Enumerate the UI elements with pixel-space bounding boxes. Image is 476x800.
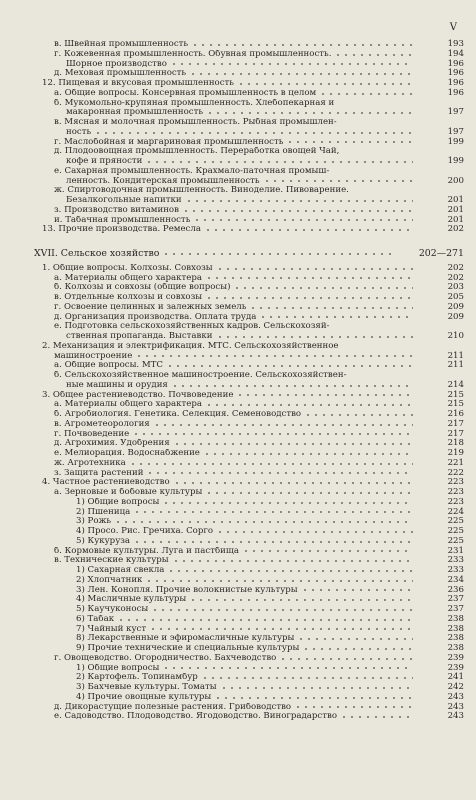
leader-dots [294, 704, 413, 710]
toc-entry-title: 2. Механизация и электрификация. МТС. Сельскохозяйственное [42, 341, 339, 351]
toc-entry [34, 177, 464, 187]
toc-entry-title: 1) Общие вопросы [76, 663, 160, 673]
leader-dots [114, 519, 413, 525]
leader-dots [302, 646, 413, 652]
toc-entry-page: 197 [447, 107, 464, 118]
toc-entry-page: 214 [447, 379, 464, 390]
leader-dots [216, 529, 413, 535]
leader-dots [172, 558, 413, 564]
leader-dots [237, 81, 413, 87]
toc-entry-title: 4) Масличные культуры [76, 595, 187, 605]
toc-entry-page: 201 [447, 204, 464, 215]
toc-entry-title: Шорное производство [66, 59, 167, 69]
leader-dots [189, 71, 413, 77]
leader-dots [173, 441, 413, 447]
toc-entry-page: 194 [447, 48, 464, 59]
leader-dots [189, 597, 413, 603]
toc-entry-title: 9) Прочие технические и специальные культуры [76, 644, 300, 653]
leader-dots [145, 578, 413, 584]
toc-entry-title: б. Колхозы и совхозы (общие вопросы) [54, 283, 231, 293]
leader-dots [216, 266, 413, 272]
toc-entry-page: 216 [447, 409, 464, 419]
toc-entry [34, 673, 464, 683]
section-pages: 202—271 [418, 248, 464, 259]
toc-entry [34, 60, 464, 70]
toc-entry-page: 242 [447, 682, 464, 692]
toc-section-heading [34, 249, 464, 259]
leader-dots [146, 470, 413, 476]
toc-entry-title: ственная пропаганда. Выставки [66, 332, 213, 341]
toc-entry [34, 118, 464, 128]
toc-entry-page: 225 [447, 526, 464, 536]
toc-entry-page: 238 [447, 623, 464, 634]
toc-entry [34, 508, 464, 518]
toc-entry-page: 196 [447, 58, 464, 69]
toc-entry-title: 4) Просо. Рис. Гречиха. Сорго [76, 527, 214, 536]
toc-entry-page: 215 [447, 389, 464, 400]
toc-entry-title: машиностроение [54, 351, 133, 361]
toc-entry-page: 197 [447, 126, 464, 137]
leader-dots [205, 275, 413, 281]
page-number: V [449, 22, 458, 33]
toc-entry-page: 231 [447, 545, 464, 556]
leader-dots [319, 91, 413, 97]
toc-entry [34, 430, 464, 440]
toc-entry [34, 410, 464, 420]
toc-entry-page: 200 [447, 175, 464, 186]
toc-entry-title: г. Кожевенная промышленность. Обувная промышленность. [54, 49, 332, 59]
toc-entry [34, 128, 464, 138]
toc-entry-title: 8) Лекарственные и эфиромасличные культуры [76, 634, 295, 644]
leader-dots [204, 227, 413, 233]
toc-entry [34, 196, 464, 206]
toc-entry-title: а. Общие вопросы. Консервная промышленность в целом [54, 88, 317, 98]
leader-dots [203, 451, 413, 457]
toc-entry [34, 469, 464, 479]
toc-entry [34, 69, 464, 79]
leader-dots [166, 363, 413, 369]
toc-entry [34, 693, 464, 703]
leader-dots [173, 480, 413, 486]
leader-dots [236, 392, 413, 398]
toc-entry-title: д. Агрохимия. Удобрения [54, 439, 170, 449]
toc-entry [34, 703, 464, 713]
toc-entry-title: 4. Частное растениеводство [42, 478, 170, 488]
toc-entry [34, 595, 464, 605]
leader-dots [340, 714, 413, 720]
toc-entry-title: ность [66, 127, 92, 137]
toc-entry [34, 634, 464, 644]
leader-dots [145, 159, 413, 165]
toc-entry [34, 186, 464, 196]
toc-entry [34, 264, 464, 274]
toc-entry-page: 211 [447, 350, 464, 361]
leader-dots [162, 500, 413, 506]
toc-entry-page: 209 [447, 301, 464, 312]
toc-entry-page: 210 [447, 331, 464, 341]
leader-dots [304, 412, 413, 418]
leader-dots [133, 539, 413, 545]
leader-dots [171, 383, 413, 389]
leader-dots [205, 402, 413, 408]
toc-entry-page: 225 [447, 535, 464, 546]
toc-entry-page: 219 [447, 448, 464, 458]
toc-entry-title: 1) Общие вопросы [76, 497, 160, 507]
toc-entry [34, 274, 464, 284]
leader-dots [167, 568, 413, 574]
toc-entry [34, 400, 464, 410]
leader-dots [185, 198, 413, 204]
toc-entry [34, 488, 464, 498]
leader-dots [170, 61, 413, 67]
toc-entry-title: 3) Лен. Конопля. Прочие волокнистые культуры [76, 585, 298, 595]
toc-entry-page: 196 [447, 87, 464, 98]
toc-entry [34, 89, 464, 99]
toc-entry-title: е. Сахарная промышленность. Крахмало-паточная промыш- [54, 166, 330, 176]
toc-entry-page: 243 [447, 711, 464, 722]
toc-entry-title: д. Меховая промышленность [54, 69, 187, 79]
leader-dots [205, 295, 413, 301]
leader-dots [162, 665, 413, 671]
toc-entry-title: а. Общие вопросы. МТС [54, 361, 163, 371]
toc-entry [34, 313, 464, 323]
toc-entry-title: 4) Прочие овощные культуры [76, 692, 212, 702]
toc-entry-page: 209 [447, 311, 464, 322]
toc-entry-title: 2) Хлопчатник [76, 575, 143, 585]
toc-entry [34, 225, 464, 235]
leader-dots [117, 617, 413, 623]
toc-entry-title: 6) Табак [76, 614, 115, 624]
toc-entry-title: б. Сельскохозяйственное машиностроение. Сельскохозяйствен- [54, 371, 347, 380]
leader-dots [135, 353, 413, 359]
toc-entry-title: 7) Чайный куст [76, 624, 147, 634]
leader-dots [94, 130, 413, 136]
leader-dots [153, 422, 413, 428]
toc-entry [34, 352, 464, 362]
toc-entry-page: 224 [447, 506, 464, 517]
toc-entry-page: 202 [447, 224, 464, 235]
toc-entry-title: е. Мелиорация. Водоснабжение [54, 449, 200, 458]
toc-entry-title: 2) Пшеница [76, 507, 131, 517]
toc-entry-page: 233 [447, 565, 464, 575]
toc-entry-page: 217 [447, 418, 464, 429]
toc-entry-title: а. Материалы общего характера [54, 273, 202, 283]
toc-entry [34, 293, 464, 303]
toc-entry-page: 238 [447, 613, 464, 624]
toc-entry-page: 202 [447, 272, 464, 283]
toc-entry-page: 199 [447, 136, 464, 147]
toc-entry [34, 79, 464, 89]
leader-dots [149, 626, 413, 632]
toc-entry [34, 157, 464, 167]
leader-dots [132, 431, 413, 437]
toc-list-industry [34, 40, 464, 235]
leader-dots [133, 509, 413, 515]
leader-dots [205, 490, 413, 496]
toc-entry-page: 202 [447, 262, 464, 273]
toc-entry-page: 234 [447, 574, 464, 585]
leader-dots [214, 695, 413, 701]
leader-dots [206, 110, 413, 116]
leader-dots [182, 208, 413, 214]
toc-entry-title: и. Табачная промышленность [54, 215, 191, 225]
toc-entry-page: 238 [447, 643, 464, 653]
toc-entry [34, 498, 464, 508]
toc-entry-page: 218 [447, 438, 464, 449]
toc-entry [34, 206, 464, 216]
leader-dots [233, 285, 413, 291]
leader-dots [220, 685, 413, 691]
toc-entry-page: 203 [447, 282, 464, 293]
table-of-contents [34, 40, 464, 722]
toc-entry [34, 683, 464, 693]
toc-entry [34, 391, 464, 401]
toc-entry-page: 196 [447, 78, 464, 88]
leader-dots [201, 675, 413, 681]
toc-entry-title: 3) Бахчевые культуры. Томаты [76, 683, 217, 692]
leader-dots [301, 587, 413, 593]
toc-entry-title: ные машины и орудия [66, 380, 168, 390]
leader-dots [193, 217, 413, 223]
toc-entry [34, 527, 464, 537]
toc-entry-title: г. Освоение целинных и залежных земель [54, 302, 247, 312]
toc-entry [34, 615, 464, 625]
toc-entry-page: 222 [447, 467, 464, 478]
toc-entry [34, 303, 464, 313]
toc-entry [34, 381, 464, 391]
toc-entry [34, 342, 464, 352]
section-title: XVII. Сельское хозяйство [34, 249, 160, 259]
toc-entry-page: 237 [447, 604, 464, 614]
toc-entry-title: б. Агробиология. Генетика. Селекция. Семеноводство [54, 410, 302, 419]
leader-dots [216, 334, 414, 340]
toc-entry-page: 221 [447, 457, 464, 468]
toc-entry-page: 239 [447, 652, 464, 663]
toc-entry-title: 3) Рожь [76, 517, 112, 527]
leader-dots [259, 314, 413, 320]
toc-entry [34, 332, 464, 342]
toc-entry [34, 147, 464, 157]
toc-entry-title: 5) Кукуруза [76, 536, 131, 546]
toc-entry-title: д. Организация производства. Оплата труда [54, 312, 257, 322]
toc-entry [34, 371, 464, 381]
toc-entry-title: д. Плодоовощная промышленность. Переработка овощей Чай, [54, 147, 340, 157]
toc-entry-page: 241 [447, 672, 464, 683]
toc-entry-page: 223 [447, 477, 464, 488]
toc-entry-title: е. Садоводство. Плодоводство. Ягодоводство. Виноградарство [54, 712, 337, 722]
toc-entry [34, 459, 464, 469]
toc-entry-page: 225 [447, 516, 464, 527]
toc-entry-page: 201 [447, 195, 464, 205]
toc-entry [34, 478, 464, 488]
toc-entry [34, 361, 464, 371]
toc-entry [34, 644, 464, 654]
toc-entry [34, 40, 464, 50]
leader-dots [263, 178, 413, 184]
toc-entry-page: 215 [447, 399, 464, 410]
toc-entry-title: Безалкогольные напитки [66, 196, 182, 205]
toc-entry [34, 664, 464, 674]
toc-entry-title: в. Мясная и молочная промышленность. Рыбная промышлен- [54, 118, 337, 127]
toc-entry-page: 193 [447, 39, 464, 49]
leader-dots [242, 548, 413, 554]
toc-entry-page: 243 [447, 691, 464, 702]
toc-entry-title: 1. Общие вопросы. Колхозы. Совхозы [42, 263, 213, 273]
toc-entry-page: 236 [447, 584, 464, 595]
toc-entry-title: з. Защита растений [54, 468, 144, 478]
toc-entry-title: г. Овощеводство. Огородничество. Бахчеводство [54, 653, 277, 663]
toc-entry [34, 167, 464, 177]
toc-entry [34, 283, 464, 293]
toc-entry-page: 201 [447, 214, 464, 225]
toc-entry [34, 517, 464, 527]
leader-dots [297, 636, 413, 642]
toc-entry-title: б. Кормовые культуры. Луга и пастбища [54, 546, 239, 556]
toc-entry-title: в. Агрометеорология [54, 419, 150, 429]
toc-entry-title: 5) Каучуконосы [76, 605, 149, 614]
toc-entry [34, 547, 464, 557]
toc-entry [34, 99, 464, 109]
leader-dots [129, 461, 413, 467]
toc-entry [34, 556, 464, 566]
toc-entry-title: в. Отдельные колхозы и совхозы [54, 293, 203, 302]
toc-entry [34, 537, 464, 547]
toc-entry-title: ж. Агротехника [54, 458, 126, 468]
toc-entry [34, 712, 464, 722]
toc-entry-page: 217 [447, 428, 464, 439]
leader-dots [286, 139, 413, 145]
toc-entry-title: а. Зерновые и бобовые культуры [54, 488, 203, 497]
toc-entry-title: г. Маслобойная и маргариновая промышленность [54, 137, 284, 147]
leader-dots [249, 305, 413, 311]
toc-entry [34, 449, 464, 459]
toc-entry [34, 439, 464, 449]
toc-entry-page: 199 [447, 156, 464, 166]
toc-entry [34, 420, 464, 430]
toc-entry [34, 138, 464, 148]
toc-entry-title: з. Производство витаминов [54, 205, 179, 215]
leader-dots [191, 42, 413, 48]
toc-entry-title: б. Мукомольно-крупяная промышленность. Хлебопекарная и [54, 98, 335, 108]
leader-dots [334, 52, 413, 58]
toc-entry-page: 211 [447, 360, 464, 371]
toc-entry [34, 625, 464, 635]
toc-entry [34, 216, 464, 226]
toc-list-agriculture [34, 264, 464, 722]
toc-entry-page: 205 [447, 292, 464, 302]
leader-dots [151, 607, 413, 613]
toc-entry-page: 243 [447, 701, 464, 712]
toc-entry-title: ж. Спиртоводочная промышленность. Виноделие. Пивоварение. [54, 186, 349, 196]
toc-entry-title: ленность. Кондитерская промышленность [66, 176, 260, 186]
toc-entry-title: е. Подготовка сельскохозяйственных кадров. Сельскохозяй- [54, 322, 330, 332]
toc-entry-page: 238 [447, 633, 464, 644]
toc-entry-title: 13. Прочие производства. Ремесла [42, 225, 201, 235]
toc-entry-title: 12. Пищевая и вкусовая промышленность [42, 79, 234, 88]
toc-entry-title: в. Технические культуры [54, 556, 169, 566]
leader-dots [162, 251, 397, 257]
toc-entry [34, 322, 464, 332]
toc-entry [34, 576, 464, 586]
toc-entry-title: а. Материалы общего характера [54, 400, 202, 410]
toc-entry-title: 1) Сахарная свекла [76, 566, 165, 575]
toc-entry-page: 233 [447, 555, 464, 566]
toc-entry-title: в. Швейная промышленность [54, 40, 189, 49]
toc-entry-title: кофе и пряности [66, 157, 143, 166]
toc-entry-page: 223 [447, 487, 464, 497]
toc-entry [34, 566, 464, 576]
toc-entry-page: 237 [447, 594, 464, 605]
toc-entry-page: 196 [447, 68, 464, 79]
toc-entry-title: г. Почвоведение [54, 429, 130, 439]
toc-entry-page: 239 [447, 662, 464, 673]
toc-entry-page: 223 [447, 496, 464, 507]
toc-entry [34, 605, 464, 615]
toc-entry [34, 586, 464, 596]
leader-dots [279, 656, 413, 662]
toc-entry-title: 2) Картофель. Топинамбур [76, 673, 198, 683]
toc-entry-title: макаронная промышленность [66, 108, 204, 118]
toc-entry-title: 3. Общее растениеводство. Почвоведение [42, 390, 234, 400]
toc-entry [34, 50, 464, 60]
toc-entry [34, 654, 464, 664]
toc-entry [34, 108, 464, 118]
toc-entry-title: д. Дикорастущие полезные растения. Грибоводство [54, 702, 292, 712]
